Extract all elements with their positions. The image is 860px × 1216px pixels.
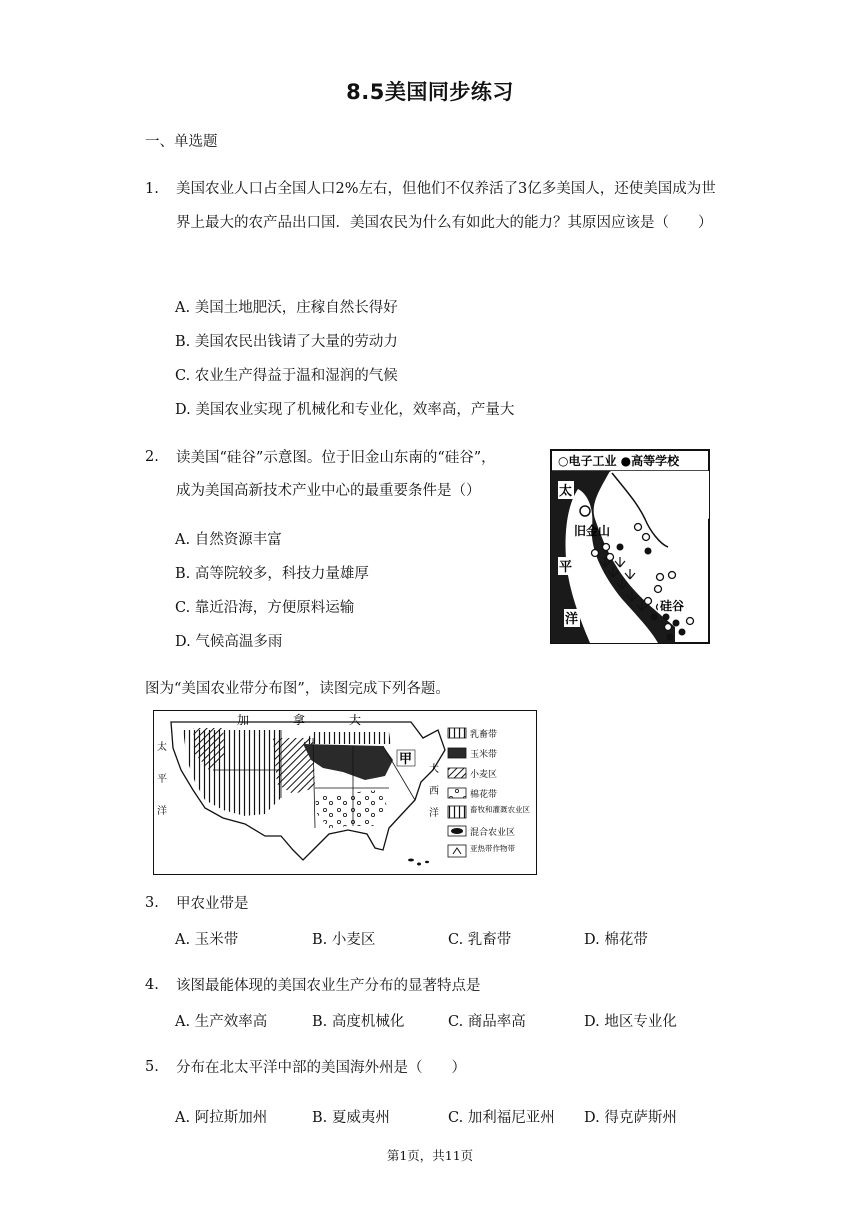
atlantic-char-2: 西 bbox=[429, 786, 439, 797]
q3-option-d: D. 棉花带 bbox=[584, 932, 648, 948]
atlantic-char-1: 大 bbox=[429, 764, 439, 775]
legend-dairy: 乳畜带 bbox=[470, 730, 498, 740]
pacific-char-1: 太 bbox=[157, 742, 167, 753]
san-francisco-marker bbox=[580, 506, 590, 516]
valley-label: 硅谷 bbox=[660, 599, 685, 613]
legend-grazing: 畜牧和灌溉农业区 bbox=[470, 805, 530, 814]
q4-option-b: B. 高度机械化 bbox=[312, 1014, 405, 1030]
section-heading: 一、单选题 bbox=[145, 134, 218, 150]
q3-option-a: A. 玉米带 bbox=[175, 932, 239, 948]
pacific-char-3: 洋 bbox=[157, 806, 167, 817]
atlantic-char-3: 洋 bbox=[429, 808, 439, 819]
canada-char-2: 拿 bbox=[293, 713, 306, 727]
question-number-4: 4. bbox=[145, 977, 159, 993]
q4-option-a: A. 生产效率高 bbox=[175, 1014, 268, 1030]
silicon-ocean-char-1: 太 bbox=[559, 484, 573, 499]
question-number-3: 3. bbox=[145, 895, 159, 911]
page-footer: 第1页，共11页 bbox=[386, 1148, 474, 1163]
canada-char-1: 加 bbox=[237, 713, 250, 727]
canada-char-3: 大 bbox=[349, 713, 362, 727]
q1-option-c: C. 农业生产得益于温和湿润的气候 bbox=[175, 368, 398, 384]
pacific-char-2: 平 bbox=[157, 774, 167, 785]
question-number-2: 2. bbox=[145, 449, 159, 465]
q4-option-d: D. 地区专业化 bbox=[584, 1014, 677, 1030]
q2-option-a: A. 自然资源丰富 bbox=[175, 532, 282, 548]
us-agriculture-map bbox=[153, 710, 537, 875]
q3-option-c: C. 乳畜带 bbox=[448, 932, 512, 948]
legend-corn: 玉米带 bbox=[470, 750, 498, 760]
q5-option-a: A. 阿拉斯加州 bbox=[175, 1110, 268, 1126]
question-number-1: 1. bbox=[145, 181, 159, 197]
question-stem-1: 美国农业人口占全国人口2%左右，但他们不仅养活了3亿多美国人，还使美国成为世界上最大的农产品出口国．美国农民为什么有如此大的能力？其原因应该是（ ） bbox=[176, 181, 716, 231]
city-label: 旧金山 bbox=[574, 524, 611, 538]
q3-option-b: B. 小麦区 bbox=[312, 932, 376, 948]
legend-subtropical: 亚热带作物带 bbox=[470, 844, 515, 853]
silicon-valley-map bbox=[550, 449, 710, 644]
legend-cotton: 棉花带 bbox=[470, 790, 498, 800]
question-stem-2-line2: 成为美国高新技术产业中心的最重要条件是（） bbox=[176, 483, 481, 499]
q1-option-b: B. 美国农民出钱请了大量的劳动力 bbox=[175, 334, 398, 350]
silicon-ocean-char-2: 平 bbox=[559, 560, 573, 575]
jia-label: 甲 bbox=[399, 752, 413, 767]
question-stem-2-line1: 读美国“硅谷”示意图。位于旧金山东南的“硅谷”， bbox=[176, 450, 496, 466]
q2-option-b: B. 高等院较多，科技力量雄厚 bbox=[175, 566, 369, 582]
q5-option-d: D. 得克萨斯州 bbox=[584, 1110, 677, 1126]
q5-option-c: C. 加利福尼亚州 bbox=[448, 1110, 555, 1126]
map-intro: 图为“美国农业带分布图”，读图完成下列各题。 bbox=[145, 681, 450, 697]
question-stem-4: 该图最能体现的美国农业生产分布的显著特点是 bbox=[176, 978, 481, 994]
q2-option-c: C. 靠近沿海，方便原料运输 bbox=[175, 600, 355, 616]
q5-option-b: B. 夏威夷州 bbox=[312, 1110, 390, 1126]
q1-option-d: D. 美国农业实现了机械化和专业化，效率高，产量大 bbox=[175, 402, 515, 418]
q1-option-a: A. 美国土地肥沃，庄稼自然长得好 bbox=[175, 300, 398, 316]
question-stem-5: 分布在北太平洋中部的美国海外州是（ ） bbox=[176, 1060, 466, 1076]
question-number-5: 5. bbox=[145, 1059, 159, 1075]
page-title: 8.5美国同步练习 bbox=[346, 80, 514, 104]
question-stem-3: 甲农业带是 bbox=[176, 896, 249, 912]
q4-option-c: C. 商品率高 bbox=[448, 1014, 526, 1030]
q2-option-d: D. 气候高温多雨 bbox=[175, 634, 283, 650]
silicon-ocean-char-3: 洋 bbox=[565, 612, 579, 627]
legend-wheat: 小麦区 bbox=[470, 770, 498, 780]
legend-mixed: 混合农业区 bbox=[470, 828, 516, 838]
silicon-map-legend: ○电子工业 ●高等学校 bbox=[558, 454, 680, 468]
